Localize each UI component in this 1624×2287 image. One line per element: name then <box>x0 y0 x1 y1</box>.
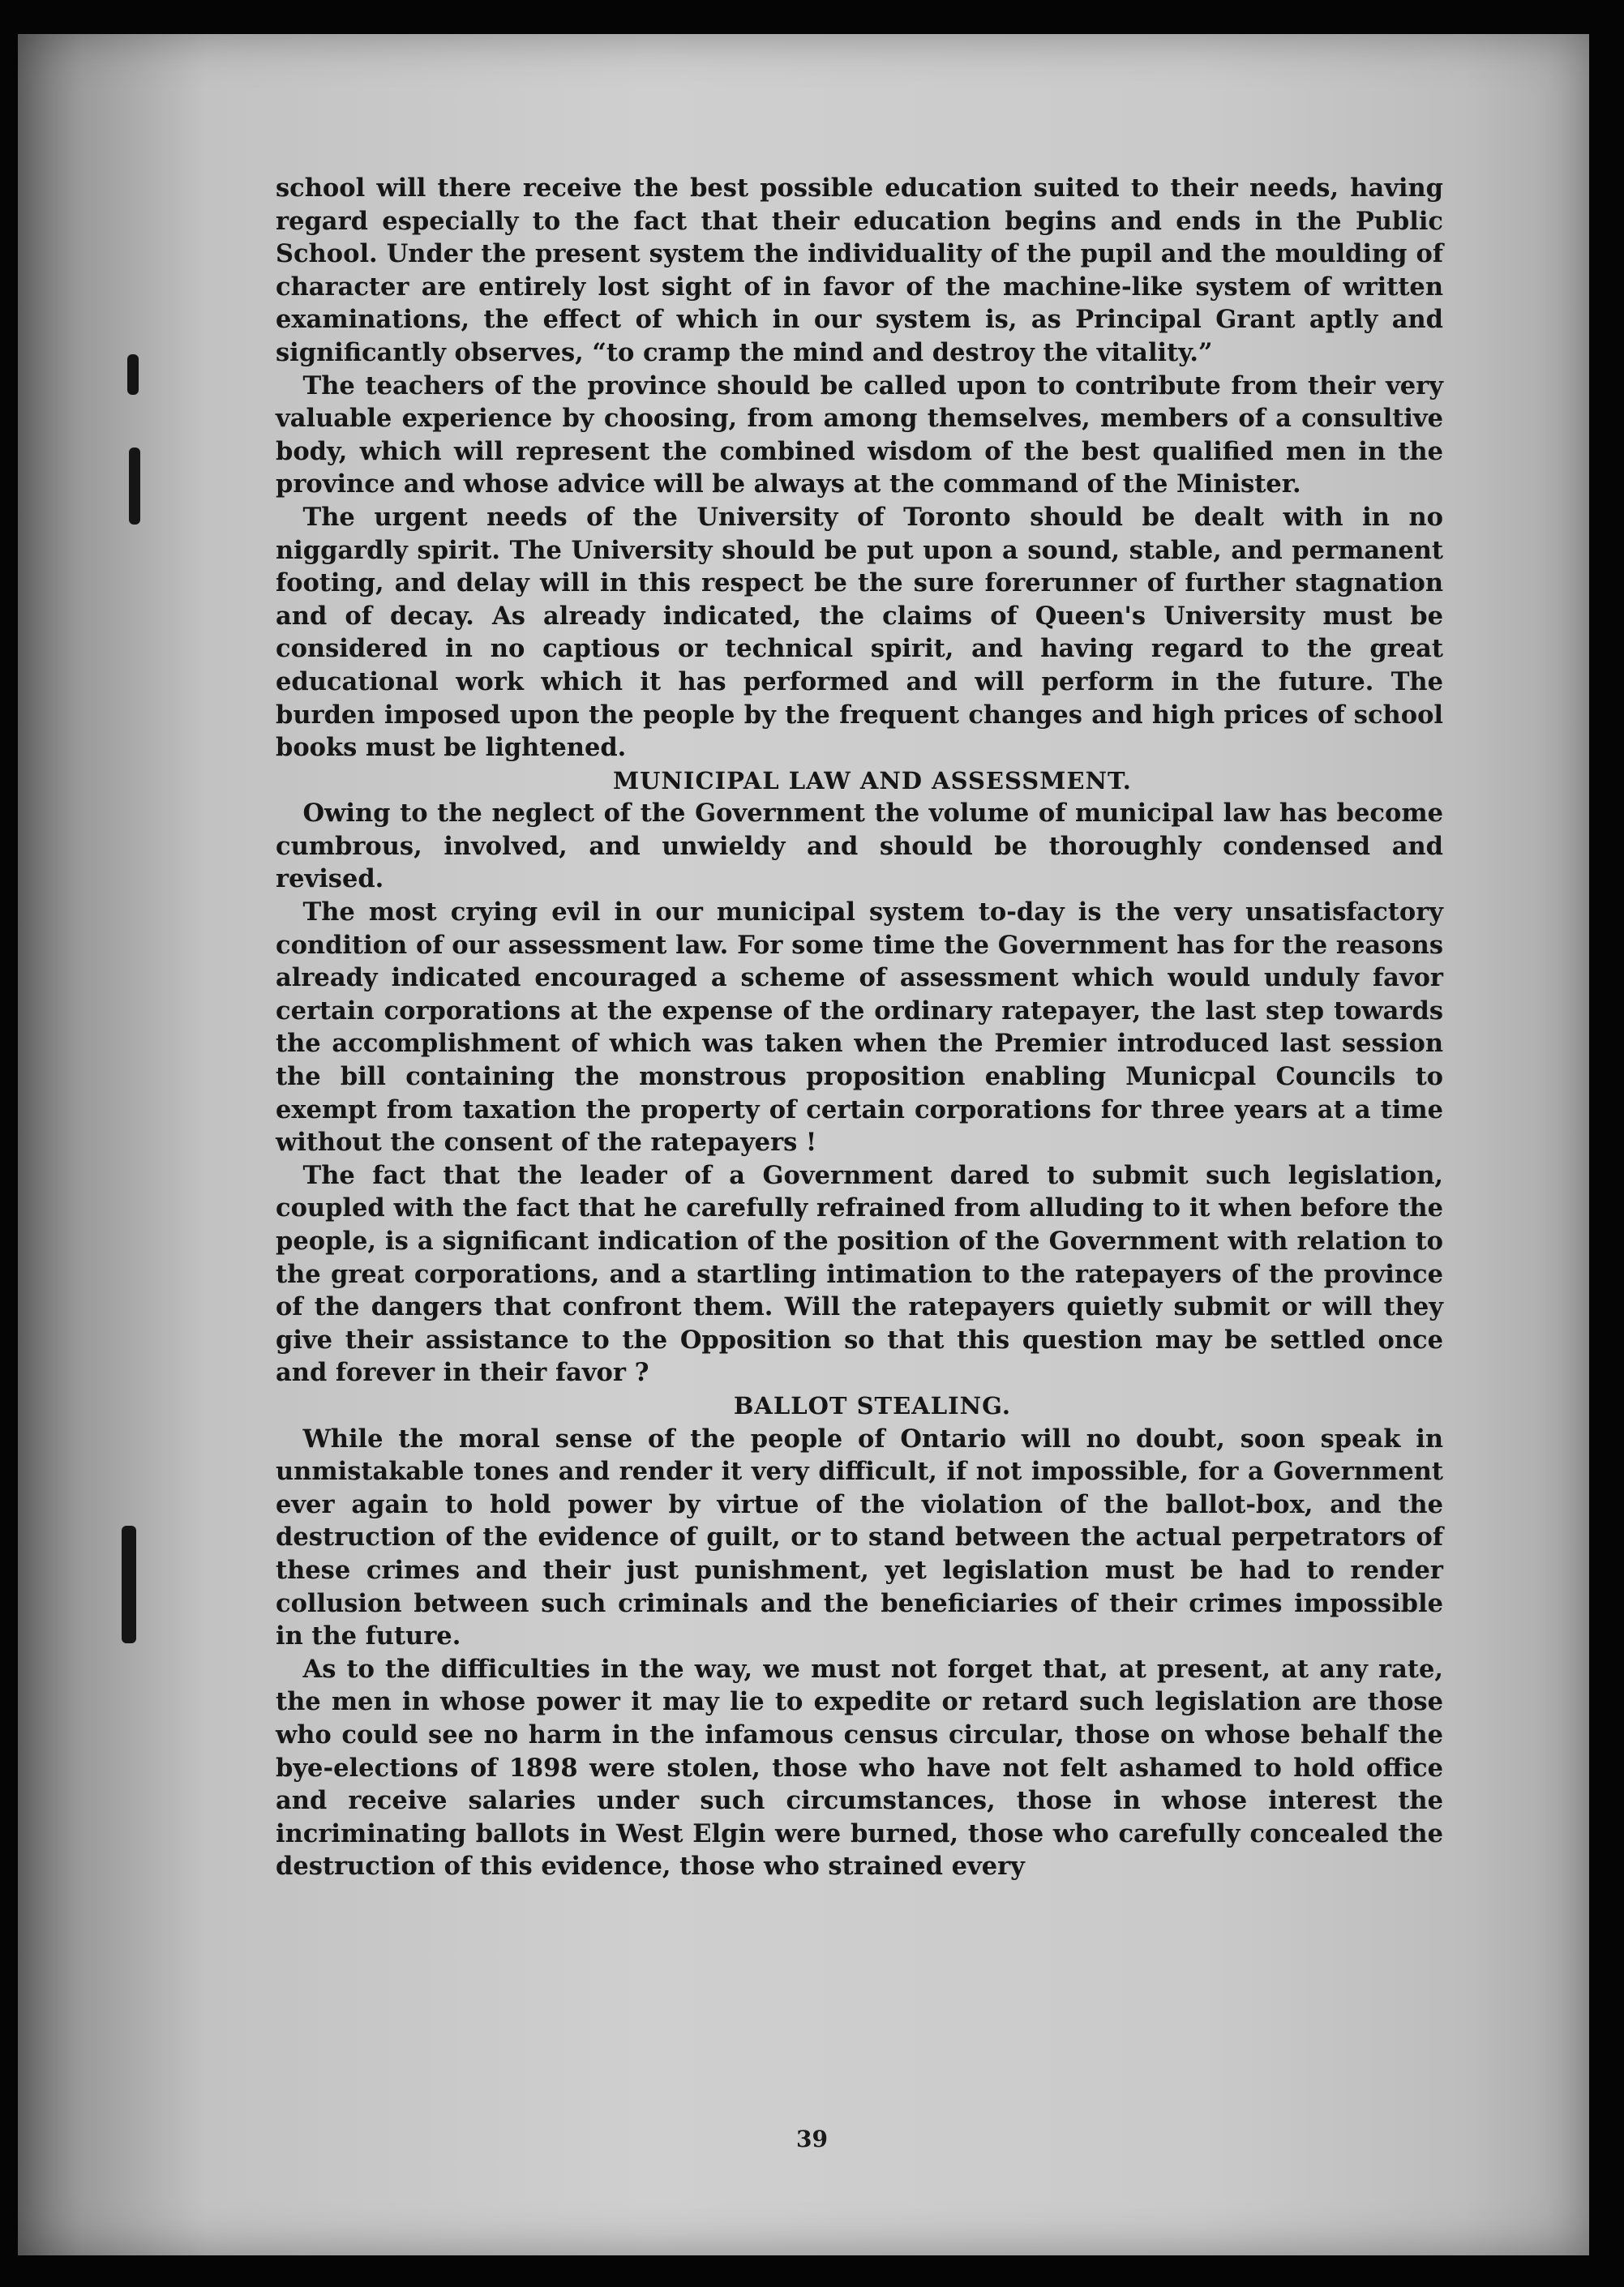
paragraph: Owing to the neglect of the Government the volume of municipal law has become cumbrous, involved, and unwieldy and should be thoroughly condensed and revised. <box>276 799 1443 894</box>
paragraph: The fact that the leader of a Government dared to submit such legislation, coupled with the fact that he carefully refrained from alluding to it when before the people, is a significant indication of the position of the Government with relation to the great corporations, and a startling intimation to the ratepayers of the province of the dangers that confront them. Will the ratepayers quietly submit or will they give their assistance to the Opposition so that this question may be settled once and forever in their favor ? <box>276 1160 1443 1388</box>
binding-mark <box>127 354 139 395</box>
page-number: 39 <box>796 2126 828 2152</box>
binding-mark <box>129 448 140 525</box>
paragraph: As to the difficulties in the way, we must not forget that, at present, at any rate, the men in whose power it may lie to expedite or retard such legislation are those who could see no harm in the infamous census circular, those on whose behalf the bye-elections of 1898 were stolen, those who have not felt ashamed to hold office and receive salaries under such circumstances, those in whose interest the incriminating ballots in West Elgin were burned, those who carefully concealed the destruction of this evidence, those who strained every <box>276 1654 1443 1882</box>
paragraph: The most crying evil in our municipal system to-day is the very unsatisfactory condition of our assessment law. For some time the Government has for the reasons already indicated encouraged a scheme of assessment which would unduly favor certain corporations at the expense of the ordinary ratepayer, the last step towards the accomplishment of which was taken when the Premier introduced last session the bill containing the monstrous proposition enabling Municpal Councils to exempt from taxation the property of certain corporations for three years at a time without the consent of the ratepayers ! <box>276 897 1443 1158</box>
binding-mark <box>122 1526 136 1643</box>
paragraph: While the moral sense of the people of Ontario will no doubt, soon speak in unmistakable tones and render it very difficult, if not impossible, for a Government ever again to hold power by virtue of the violation of the ballot-box, and the destruction of the evidence of guilt, or to stand between the actual perpetrators of these crimes and their just punishment, yet legislation must be had to render collusion between such criminals and the beneficiaries of their crimes impossible in the future. <box>276 1424 1443 1651</box>
paragraph: The urgent needs of the University of Toronto should be dealt with in no niggardly spirit. The University should be put upon a sound, stable, and permanent footing, and delay will in this respect be the sure forerunner of further stagnation and of decay. As already indicated, the claims of Queen's University must be considered in no captious or technical spirit, and having regard to the great educational work which it has performed and will perform in the future. The burden imposed upon the people by the frequent changes and high prices of school books must be lightened. <box>276 502 1443 763</box>
paragraph: The teachers of the province should be called upon to contribute from their very valuable experience by choosing, from among themselves, members of a consultive body, which will represent the combined wisdom of the best qualified men in the province and whose advice will be always at the command of the Minister. <box>276 370 1443 499</box>
section-heading-municipal: MUNICIPAL LAW AND ASSESSMENT. <box>612 766 1132 794</box>
section-heading-ballot: BALLOT STEALING. <box>733 1391 1012 1420</box>
page-body <box>276 172 1443 1883</box>
paragraph: school will there receive the best possible education suited to their needs, having regard especially to the fact that their education begins and ends in the Public School. Under the present system the individuality of the pupil and the moulding of character are entirely lost sight of in favor of the machine-like system of written examinations, the effect of which in our system is, as Principal Grant aptly and significantly observes, “to cramp the mind and destroy the vitality.” <box>276 173 1443 367</box>
